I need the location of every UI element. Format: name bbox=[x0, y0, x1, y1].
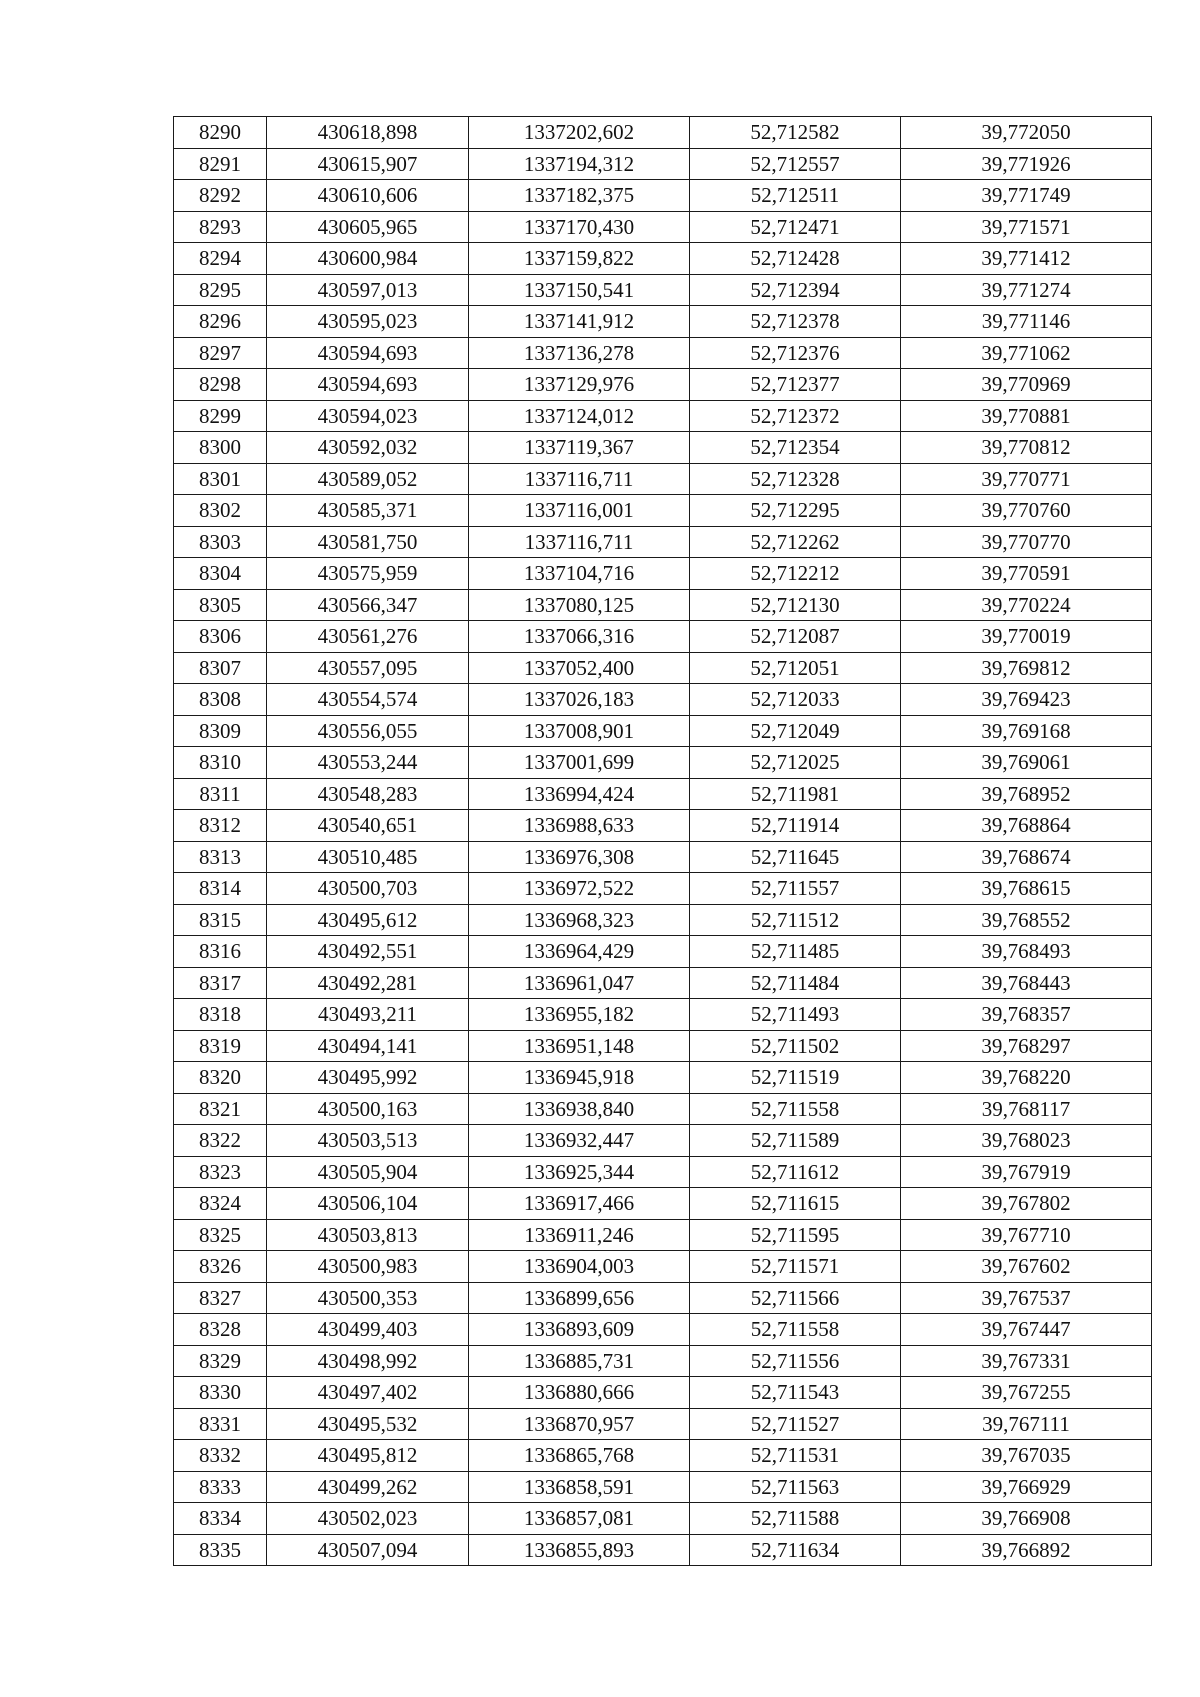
y-coordinate-cell: 1337080,125 bbox=[469, 589, 690, 621]
latitude-cell: 52,712557 bbox=[690, 148, 901, 180]
y-coordinate-cell: 1336925,344 bbox=[469, 1156, 690, 1188]
longitude-cell: 39,768674 bbox=[901, 841, 1152, 873]
y-coordinate-cell: 1336945,918 bbox=[469, 1062, 690, 1094]
point-number-cell: 8297 bbox=[174, 337, 267, 369]
table-row bbox=[174, 274, 1152, 306]
longitude-cell: 39,771274 bbox=[901, 274, 1152, 306]
x-coordinate-cell: 430585,371 bbox=[267, 495, 469, 527]
x-coordinate-cell: 430575,959 bbox=[267, 558, 469, 590]
latitude-cell: 52,712033 bbox=[690, 684, 901, 716]
latitude-cell: 52,712394 bbox=[690, 274, 901, 306]
table-row bbox=[174, 148, 1152, 180]
x-coordinate-cell: 430566,347 bbox=[267, 589, 469, 621]
longitude-cell: 39,767331 bbox=[901, 1345, 1152, 1377]
y-coordinate-cell: 1336994,424 bbox=[469, 778, 690, 810]
latitude-cell: 52,712262 bbox=[690, 526, 901, 558]
table-row bbox=[174, 1408, 1152, 1440]
x-coordinate-cell: 430494,141 bbox=[267, 1030, 469, 1062]
x-coordinate-cell: 430600,984 bbox=[267, 243, 469, 275]
point-number-cell: 8314 bbox=[174, 873, 267, 905]
latitude-cell: 52,711589 bbox=[690, 1125, 901, 1157]
longitude-cell: 39,768615 bbox=[901, 873, 1152, 905]
table-row bbox=[174, 936, 1152, 968]
table-row bbox=[174, 1251, 1152, 1283]
latitude-cell: 52,712328 bbox=[690, 463, 901, 495]
point-number-cell: 8333 bbox=[174, 1471, 267, 1503]
point-number-cell: 8322 bbox=[174, 1125, 267, 1157]
point-number-cell: 8324 bbox=[174, 1188, 267, 1220]
point-number-cell: 8291 bbox=[174, 148, 267, 180]
y-coordinate-cell: 1337116,711 bbox=[469, 526, 690, 558]
x-coordinate-cell: 430615,907 bbox=[267, 148, 469, 180]
longitude-cell: 39,767537 bbox=[901, 1282, 1152, 1314]
x-coordinate-cell: 430594,693 bbox=[267, 369, 469, 401]
longitude-cell: 39,770770 bbox=[901, 526, 1152, 558]
longitude-cell: 39,768297 bbox=[901, 1030, 1152, 1062]
table-row bbox=[174, 558, 1152, 590]
longitude-cell: 39,769423 bbox=[901, 684, 1152, 716]
y-coordinate-cell: 1337052,400 bbox=[469, 652, 690, 684]
longitude-cell: 39,768357 bbox=[901, 999, 1152, 1031]
table-row bbox=[174, 747, 1152, 779]
y-coordinate-cell: 1337001,699 bbox=[469, 747, 690, 779]
point-number-cell: 8326 bbox=[174, 1251, 267, 1283]
x-coordinate-cell: 430553,244 bbox=[267, 747, 469, 779]
table-row bbox=[174, 1471, 1152, 1503]
table-row bbox=[174, 495, 1152, 527]
x-coordinate-cell: 430540,651 bbox=[267, 810, 469, 842]
table-row bbox=[174, 180, 1152, 212]
point-number-cell: 8298 bbox=[174, 369, 267, 401]
x-coordinate-cell: 430506,104 bbox=[267, 1188, 469, 1220]
longitude-cell: 39,766908 bbox=[901, 1503, 1152, 1535]
point-number-cell: 8318 bbox=[174, 999, 267, 1031]
longitude-cell: 39,770881 bbox=[901, 400, 1152, 432]
longitude-cell: 39,770771 bbox=[901, 463, 1152, 495]
point-number-cell: 8313 bbox=[174, 841, 267, 873]
longitude-cell: 39,771062 bbox=[901, 337, 1152, 369]
point-number-cell: 8300 bbox=[174, 432, 267, 464]
point-number-cell: 8295 bbox=[174, 274, 267, 306]
longitude-cell: 39,767255 bbox=[901, 1377, 1152, 1409]
latitude-cell: 52,711502 bbox=[690, 1030, 901, 1062]
latitude-cell: 52,711645 bbox=[690, 841, 901, 873]
latitude-cell: 52,711595 bbox=[690, 1219, 901, 1251]
longitude-cell: 39,769812 bbox=[901, 652, 1152, 684]
point-number-cell: 8332 bbox=[174, 1440, 267, 1472]
longitude-cell: 39,771926 bbox=[901, 148, 1152, 180]
y-coordinate-cell: 1337129,976 bbox=[469, 369, 690, 401]
longitude-cell: 39,767710 bbox=[901, 1219, 1152, 1251]
point-number-cell: 8294 bbox=[174, 243, 267, 275]
x-coordinate-cell: 430510,485 bbox=[267, 841, 469, 873]
point-number-cell: 8307 bbox=[174, 652, 267, 684]
table-row bbox=[174, 432, 1152, 464]
point-number-cell: 8306 bbox=[174, 621, 267, 653]
table-row bbox=[174, 1062, 1152, 1094]
table-row bbox=[174, 1503, 1152, 1535]
point-number-cell: 8299 bbox=[174, 400, 267, 432]
longitude-cell: 39,770812 bbox=[901, 432, 1152, 464]
x-coordinate-cell: 430503,513 bbox=[267, 1125, 469, 1157]
point-number-cell: 8290 bbox=[174, 117, 267, 149]
latitude-cell: 52,711615 bbox=[690, 1188, 901, 1220]
longitude-cell: 39,770591 bbox=[901, 558, 1152, 590]
latitude-cell: 52,712025 bbox=[690, 747, 901, 779]
latitude-cell: 52,712372 bbox=[690, 400, 901, 432]
y-coordinate-cell: 1336865,768 bbox=[469, 1440, 690, 1472]
latitude-cell: 52,712049 bbox=[690, 715, 901, 747]
y-coordinate-cell: 1337116,001 bbox=[469, 495, 690, 527]
y-coordinate-cell: 1336976,308 bbox=[469, 841, 690, 873]
y-coordinate-cell: 1336899,656 bbox=[469, 1282, 690, 1314]
point-number-cell: 8325 bbox=[174, 1219, 267, 1251]
x-coordinate-cell: 430499,262 bbox=[267, 1471, 469, 1503]
x-coordinate-cell: 430500,163 bbox=[267, 1093, 469, 1125]
x-coordinate-cell: 430605,965 bbox=[267, 211, 469, 243]
x-coordinate-cell: 430589,052 bbox=[267, 463, 469, 495]
y-coordinate-cell: 1337141,912 bbox=[469, 306, 690, 338]
longitude-cell: 39,767802 bbox=[901, 1188, 1152, 1220]
table-row bbox=[174, 873, 1152, 905]
y-coordinate-cell: 1336858,591 bbox=[469, 1471, 690, 1503]
point-number-cell: 8317 bbox=[174, 967, 267, 999]
longitude-cell: 39,768864 bbox=[901, 810, 1152, 842]
point-number-cell: 8334 bbox=[174, 1503, 267, 1535]
point-number-cell: 8311 bbox=[174, 778, 267, 810]
longitude-cell: 39,770969 bbox=[901, 369, 1152, 401]
y-coordinate-cell: 1337159,822 bbox=[469, 243, 690, 275]
y-coordinate-cell: 1337150,541 bbox=[469, 274, 690, 306]
y-coordinate-cell: 1336911,246 bbox=[469, 1219, 690, 1251]
point-number-cell: 8292 bbox=[174, 180, 267, 212]
latitude-cell: 52,712087 bbox=[690, 621, 901, 653]
y-coordinate-cell: 1337202,602 bbox=[469, 117, 690, 149]
y-coordinate-cell: 1336857,081 bbox=[469, 1503, 690, 1535]
y-coordinate-cell: 1337116,711 bbox=[469, 463, 690, 495]
table-row bbox=[174, 810, 1152, 842]
point-number-cell: 8315 bbox=[174, 904, 267, 936]
point-number-cell: 8304 bbox=[174, 558, 267, 590]
point-number-cell: 8331 bbox=[174, 1408, 267, 1440]
table-row bbox=[174, 778, 1152, 810]
table-row bbox=[174, 999, 1152, 1031]
x-coordinate-cell: 430507,094 bbox=[267, 1534, 469, 1566]
table-row bbox=[174, 1156, 1152, 1188]
x-coordinate-cell: 430498,992 bbox=[267, 1345, 469, 1377]
x-coordinate-cell: 430499,403 bbox=[267, 1314, 469, 1346]
x-coordinate-cell: 430554,574 bbox=[267, 684, 469, 716]
table-row bbox=[174, 243, 1152, 275]
point-number-cell: 8303 bbox=[174, 526, 267, 558]
latitude-cell: 52,711612 bbox=[690, 1156, 901, 1188]
table-row bbox=[174, 306, 1152, 338]
x-coordinate-cell: 430581,750 bbox=[267, 526, 469, 558]
point-number-cell: 8321 bbox=[174, 1093, 267, 1125]
table-row bbox=[174, 117, 1152, 149]
coordinates-table-body bbox=[174, 117, 1152, 1566]
latitude-cell: 52,711485 bbox=[690, 936, 901, 968]
x-coordinate-cell: 430610,606 bbox=[267, 180, 469, 212]
y-coordinate-cell: 1336951,148 bbox=[469, 1030, 690, 1062]
longitude-cell: 39,768952 bbox=[901, 778, 1152, 810]
latitude-cell: 52,711563 bbox=[690, 1471, 901, 1503]
longitude-cell: 39,771749 bbox=[901, 180, 1152, 212]
x-coordinate-cell: 430500,983 bbox=[267, 1251, 469, 1283]
y-coordinate-cell: 1336855,893 bbox=[469, 1534, 690, 1566]
latitude-cell: 52,711558 bbox=[690, 1314, 901, 1346]
y-coordinate-cell: 1337066,316 bbox=[469, 621, 690, 653]
y-coordinate-cell: 1336961,047 bbox=[469, 967, 690, 999]
latitude-cell: 52,712354 bbox=[690, 432, 901, 464]
y-coordinate-cell: 1336880,666 bbox=[469, 1377, 690, 1409]
x-coordinate-cell: 430556,055 bbox=[267, 715, 469, 747]
table-row bbox=[174, 1345, 1152, 1377]
latitude-cell: 52,712130 bbox=[690, 589, 901, 621]
point-number-cell: 8329 bbox=[174, 1345, 267, 1377]
point-number-cell: 8302 bbox=[174, 495, 267, 527]
point-number-cell: 8319 bbox=[174, 1030, 267, 1062]
longitude-cell: 39,771571 bbox=[901, 211, 1152, 243]
y-coordinate-cell: 1336964,429 bbox=[469, 936, 690, 968]
x-coordinate-cell: 430592,032 bbox=[267, 432, 469, 464]
longitude-cell: 39,768023 bbox=[901, 1125, 1152, 1157]
table-row bbox=[174, 1188, 1152, 1220]
y-coordinate-cell: 1337119,367 bbox=[469, 432, 690, 464]
longitude-cell: 39,771146 bbox=[901, 306, 1152, 338]
table-row bbox=[174, 1282, 1152, 1314]
x-coordinate-cell: 430500,703 bbox=[267, 873, 469, 905]
longitude-cell: 39,771412 bbox=[901, 243, 1152, 275]
latitude-cell: 52,712212 bbox=[690, 558, 901, 590]
point-number-cell: 8335 bbox=[174, 1534, 267, 1566]
table-row bbox=[174, 715, 1152, 747]
longitude-cell: 39,770019 bbox=[901, 621, 1152, 653]
x-coordinate-cell: 430597,013 bbox=[267, 274, 469, 306]
x-coordinate-cell: 430492,551 bbox=[267, 936, 469, 968]
y-coordinate-cell: 1336917,466 bbox=[469, 1188, 690, 1220]
longitude-cell: 39,768552 bbox=[901, 904, 1152, 936]
table-row bbox=[174, 1219, 1152, 1251]
x-coordinate-cell: 430497,402 bbox=[267, 1377, 469, 1409]
latitude-cell: 52,712377 bbox=[690, 369, 901, 401]
y-coordinate-cell: 1336893,609 bbox=[469, 1314, 690, 1346]
table-row bbox=[174, 463, 1152, 495]
table-row bbox=[174, 400, 1152, 432]
latitude-cell: 52,711484 bbox=[690, 967, 901, 999]
longitude-cell: 39,770760 bbox=[901, 495, 1152, 527]
latitude-cell: 52,711543 bbox=[690, 1377, 901, 1409]
point-number-cell: 8293 bbox=[174, 211, 267, 243]
x-coordinate-cell: 430594,693 bbox=[267, 337, 469, 369]
table-row bbox=[174, 337, 1152, 369]
table-row bbox=[174, 684, 1152, 716]
latitude-cell: 52,712471 bbox=[690, 211, 901, 243]
y-coordinate-cell: 1337008,901 bbox=[469, 715, 690, 747]
table-row bbox=[174, 211, 1152, 243]
y-coordinate-cell: 1337104,716 bbox=[469, 558, 690, 590]
table-row bbox=[174, 1377, 1152, 1409]
latitude-cell: 52,711566 bbox=[690, 1282, 901, 1314]
table-row bbox=[174, 1030, 1152, 1062]
longitude-cell: 39,767111 bbox=[901, 1408, 1152, 1440]
x-coordinate-cell: 430493,211 bbox=[267, 999, 469, 1031]
x-coordinate-cell: 430594,023 bbox=[267, 400, 469, 432]
table-row bbox=[174, 904, 1152, 936]
y-coordinate-cell: 1336955,182 bbox=[469, 999, 690, 1031]
table-row bbox=[174, 1534, 1152, 1566]
x-coordinate-cell: 430548,283 bbox=[267, 778, 469, 810]
longitude-cell: 39,768220 bbox=[901, 1062, 1152, 1094]
y-coordinate-cell: 1336904,003 bbox=[469, 1251, 690, 1283]
longitude-cell: 39,767602 bbox=[901, 1251, 1152, 1283]
x-coordinate-cell: 430557,095 bbox=[267, 652, 469, 684]
point-number-cell: 8320 bbox=[174, 1062, 267, 1094]
longitude-cell: 39,770224 bbox=[901, 589, 1152, 621]
table-row bbox=[174, 1125, 1152, 1157]
x-coordinate-cell: 430502,023 bbox=[267, 1503, 469, 1535]
longitude-cell: 39,768117 bbox=[901, 1093, 1152, 1125]
point-number-cell: 8310 bbox=[174, 747, 267, 779]
x-coordinate-cell: 430561,276 bbox=[267, 621, 469, 653]
table-row bbox=[174, 369, 1152, 401]
x-coordinate-cell: 430595,023 bbox=[267, 306, 469, 338]
longitude-cell: 39,768493 bbox=[901, 936, 1152, 968]
point-number-cell: 8316 bbox=[174, 936, 267, 968]
y-coordinate-cell: 1336938,840 bbox=[469, 1093, 690, 1125]
longitude-cell: 39,766929 bbox=[901, 1471, 1152, 1503]
y-coordinate-cell: 1336932,447 bbox=[469, 1125, 690, 1157]
x-coordinate-cell: 430503,813 bbox=[267, 1219, 469, 1251]
point-number-cell: 8327 bbox=[174, 1282, 267, 1314]
table-row bbox=[174, 1314, 1152, 1346]
x-coordinate-cell: 430495,812 bbox=[267, 1440, 469, 1472]
point-number-cell: 8308 bbox=[174, 684, 267, 716]
point-number-cell: 8323 bbox=[174, 1156, 267, 1188]
latitude-cell: 52,711981 bbox=[690, 778, 901, 810]
longitude-cell: 39,772050 bbox=[901, 117, 1152, 149]
longitude-cell: 39,767447 bbox=[901, 1314, 1152, 1346]
x-coordinate-cell: 430495,532 bbox=[267, 1408, 469, 1440]
y-coordinate-cell: 1337136,278 bbox=[469, 337, 690, 369]
table-row bbox=[174, 589, 1152, 621]
y-coordinate-cell: 1336870,957 bbox=[469, 1408, 690, 1440]
y-coordinate-cell: 1337182,375 bbox=[469, 180, 690, 212]
latitude-cell: 52,711556 bbox=[690, 1345, 901, 1377]
table-row bbox=[174, 967, 1152, 999]
y-coordinate-cell: 1336968,323 bbox=[469, 904, 690, 936]
table-row bbox=[174, 526, 1152, 558]
latitude-cell: 52,711557 bbox=[690, 873, 901, 905]
y-coordinate-cell: 1337170,430 bbox=[469, 211, 690, 243]
latitude-cell: 52,711512 bbox=[690, 904, 901, 936]
y-coordinate-cell: 1336885,731 bbox=[469, 1345, 690, 1377]
latitude-cell: 52,712428 bbox=[690, 243, 901, 275]
longitude-cell: 39,767035 bbox=[901, 1440, 1152, 1472]
x-coordinate-cell: 430500,353 bbox=[267, 1282, 469, 1314]
longitude-cell: 39,769168 bbox=[901, 715, 1152, 747]
y-coordinate-cell: 1336988,633 bbox=[469, 810, 690, 842]
latitude-cell: 52,712582 bbox=[690, 117, 901, 149]
latitude-cell: 52,711914 bbox=[690, 810, 901, 842]
x-coordinate-cell: 430492,281 bbox=[267, 967, 469, 999]
table-row bbox=[174, 652, 1152, 684]
y-coordinate-cell: 1337194,312 bbox=[469, 148, 690, 180]
latitude-cell: 52,711634 bbox=[690, 1534, 901, 1566]
longitude-cell: 39,767919 bbox=[901, 1156, 1152, 1188]
point-number-cell: 8312 bbox=[174, 810, 267, 842]
latitude-cell: 52,711493 bbox=[690, 999, 901, 1031]
latitude-cell: 52,711519 bbox=[690, 1062, 901, 1094]
latitude-cell: 52,711527 bbox=[690, 1408, 901, 1440]
latitude-cell: 52,712051 bbox=[690, 652, 901, 684]
y-coordinate-cell: 1337026,183 bbox=[469, 684, 690, 716]
point-number-cell: 8301 bbox=[174, 463, 267, 495]
latitude-cell: 52,711571 bbox=[690, 1251, 901, 1283]
point-number-cell: 8328 bbox=[174, 1314, 267, 1346]
latitude-cell: 52,711588 bbox=[690, 1503, 901, 1535]
latitude-cell: 52,712376 bbox=[690, 337, 901, 369]
table-row bbox=[174, 1440, 1152, 1472]
latitude-cell: 52,711531 bbox=[690, 1440, 901, 1472]
longitude-cell: 39,768443 bbox=[901, 967, 1152, 999]
table-row bbox=[174, 841, 1152, 873]
x-coordinate-cell: 430495,612 bbox=[267, 904, 469, 936]
x-coordinate-cell: 430618,898 bbox=[267, 117, 469, 149]
coordinates-table bbox=[173, 116, 1152, 1566]
longitude-cell: 39,766892 bbox=[901, 1534, 1152, 1566]
point-number-cell: 8330 bbox=[174, 1377, 267, 1409]
longitude-cell: 39,769061 bbox=[901, 747, 1152, 779]
latitude-cell: 52,712295 bbox=[690, 495, 901, 527]
latitude-cell: 52,711558 bbox=[690, 1093, 901, 1125]
table-row bbox=[174, 621, 1152, 653]
y-coordinate-cell: 1337124,012 bbox=[469, 400, 690, 432]
latitude-cell: 52,712511 bbox=[690, 180, 901, 212]
point-number-cell: 8309 bbox=[174, 715, 267, 747]
x-coordinate-cell: 430505,904 bbox=[267, 1156, 469, 1188]
point-number-cell: 8305 bbox=[174, 589, 267, 621]
y-coordinate-cell: 1336972,522 bbox=[469, 873, 690, 905]
table-row bbox=[174, 1093, 1152, 1125]
x-coordinate-cell: 430495,992 bbox=[267, 1062, 469, 1094]
point-number-cell: 8296 bbox=[174, 306, 267, 338]
latitude-cell: 52,712378 bbox=[690, 306, 901, 338]
